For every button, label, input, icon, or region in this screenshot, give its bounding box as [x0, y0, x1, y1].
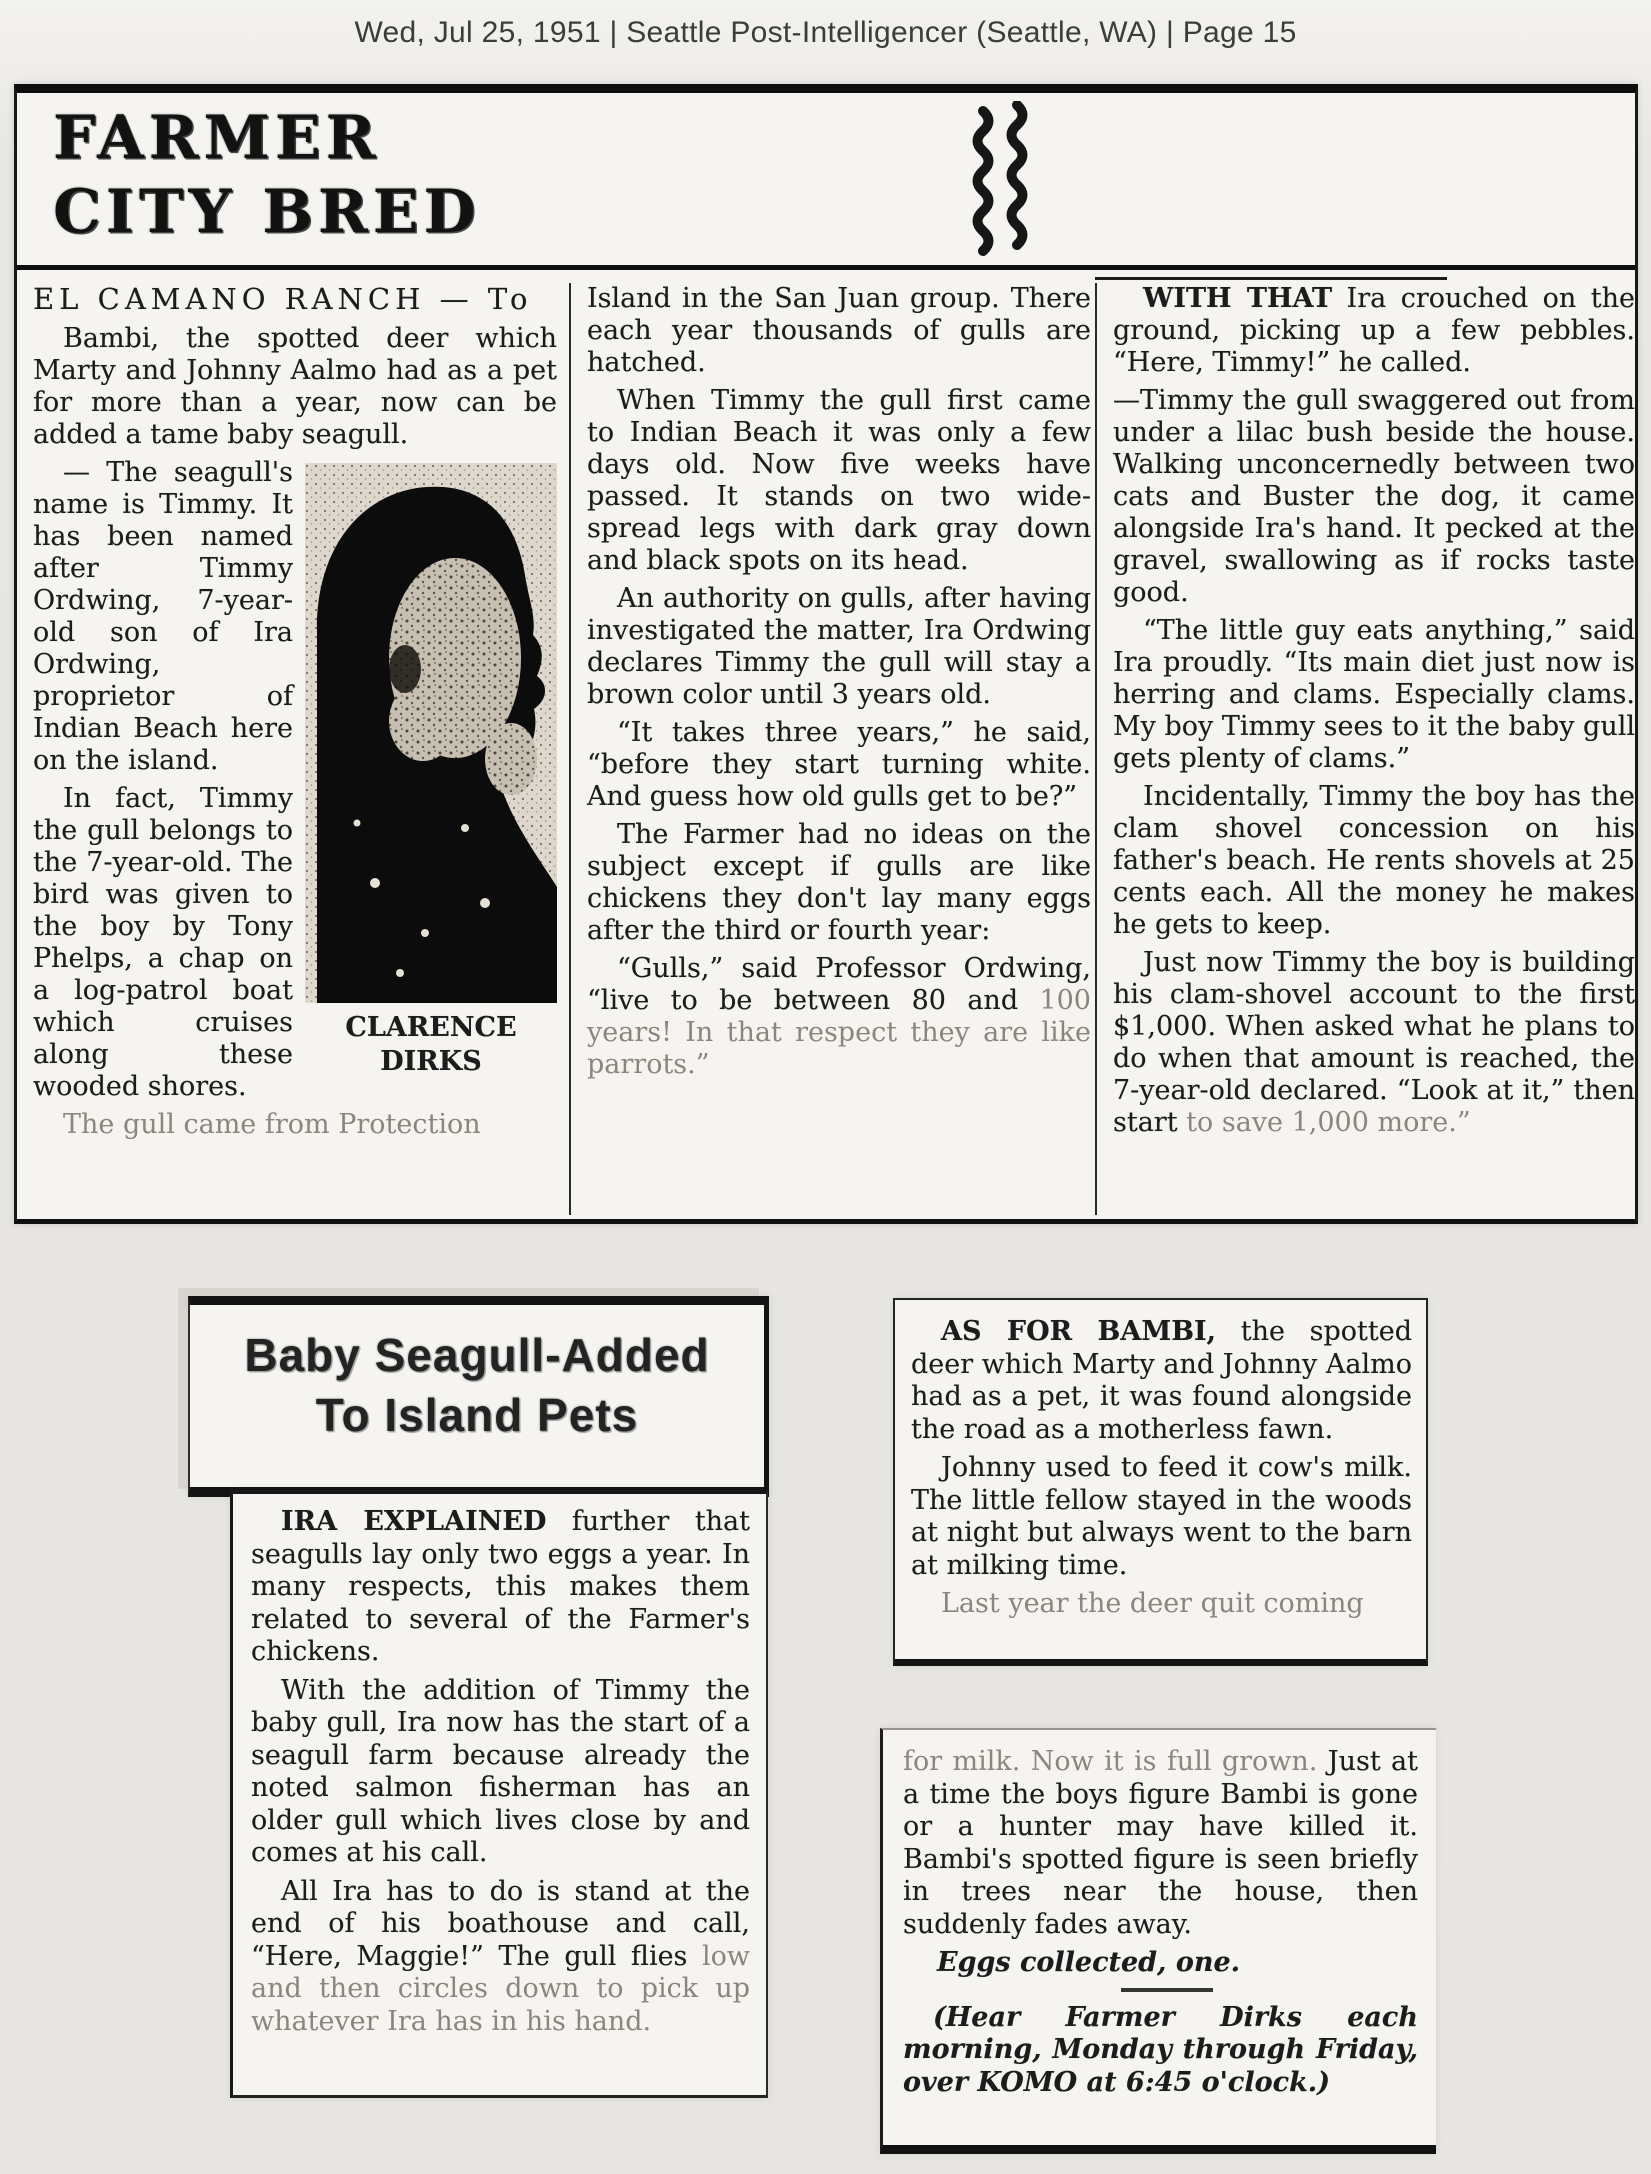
text-segment: Seattle Post-Intelligencer — [626, 16, 968, 49]
photo-caption — [305, 1011, 557, 1079]
text-segment: IRA EXPLAINED — [281, 1506, 547, 1537]
paragraph — [33, 323, 557, 451]
article-column-1 — [33, 283, 557, 1215]
paragraph — [587, 283, 1091, 379]
headline-line-1: FARMER — [53, 103, 381, 173]
text-segment: The Farmer had no ideas on the subject except if gulls are like chickens they don't lay many eggs after the third or fourth year: — [587, 819, 1091, 946]
continuation-clipping — [880, 1728, 1436, 2154]
headline-line-2: CITY BRED — [53, 177, 481, 247]
paragraph — [903, 1746, 1418, 1941]
paragraph — [251, 1876, 750, 2039]
text-segment: Just at a time the boys figure Bambi is gone or a hunter may have killed it. Bambi's spotted figure is seen briefly in trees near the house, then suddenly fades away. — [903, 1746, 1418, 1940]
paragraph — [1113, 615, 1635, 775]
text-segment: An authority on gulls, after having investigated the matter, Ira Ordwing declares Timmy the gull will stay a brown color until 3 years old. — [587, 583, 1091, 710]
article-column-2 — [569, 283, 1091, 1215]
paragraph — [251, 1675, 750, 1870]
secondary-headline-line-1: Baby Seagull-Added — [244, 1329, 710, 1381]
text-segment: to save 1,000 more.” — [1186, 1107, 1471, 1138]
paragraph — [587, 385, 1091, 577]
text-segment: All Ira has to do is stand at the end of his boathouse and call, “Here, Maggie!” The gull flies — [251, 1875, 750, 1972]
text-segment: Page 15 — [1182, 16, 1297, 49]
paragraph — [33, 1109, 557, 1141]
text-segment: low and then circles down to pick up whatever Ira has in his hand. — [251, 1940, 750, 2037]
paragraph — [1113, 283, 1635, 379]
text-segment: — The seagull's name is Timmy. It has been named after Timmy Ordwing, 7-year-old son of Ira Ordwing, proprietor of Indian Beach here on the island. — [33, 457, 293, 776]
text-segment: (Seattle, WA) — [967, 16, 1158, 49]
squiggle-decoration-icon — [945, 101, 1065, 261]
small-divider-rule — [1121, 1988, 1213, 1992]
paragraph — [1113, 947, 1635, 1139]
text-segment: The gull came from Protection — [63, 1109, 481, 1140]
text-segment: for milk. Now it is full grown. — [903, 1746, 1318, 1777]
newspaper-scan-header — [0, 16, 1651, 50]
text-segment: Bambi, the spotted deer which Marty and Johnny Aalmo had as a pet for more than a year, now can be added a tame baby seagull. — [33, 323, 557, 450]
text-segment: In fact, Timmy the gull belongs to the 7-year-old. The bird was given to the boy by Tony Phelps, a chap on a log-patrol boat which cruises along these wooded shores. — [33, 783, 293, 1102]
text-segment: When Timmy the gull first came to Indian Beach it was only a few days old. Now five weeks have passed. It stands on two wide-spread legs with dark gray down and black spots on its head. — [587, 385, 1091, 576]
text-segment: Incidentally, Timmy the boy has the clam shovel concession on his father's beach. He rents shovels at 25 cents each. All the money he makes he gets to keep. — [1113, 781, 1635, 940]
text-segment: Eggs collected, one. — [937, 1947, 1241, 1978]
secondary-headline — [190, 1305, 764, 1445]
paragraph — [587, 819, 1091, 947]
text-segment: “It takes three years,” he said, “before they start turning white. And guess how old gulls get to be?” — [587, 717, 1091, 812]
text-segment: the spotted deer which Marty and Johnny Aalmo had as a pet, it was found alongside the road as a motherless fawn. — [911, 1316, 1412, 1445]
main-clipping-border — [14, 84, 1638, 1224]
paragraph — [1113, 385, 1635, 609]
secondary-headline-line-2: To Island Pets — [315, 1389, 639, 1441]
paragraph — [587, 717, 1091, 813]
clarence-dirks-portrait-photo — [305, 463, 557, 1003]
article-column-3 — [1095, 283, 1635, 1215]
text-segment: EL CAMANO RANCH — To — [33, 283, 533, 316]
text-segment: | — [1157, 16, 1183, 49]
text-segment: Johnny used to feed it cow's milk. The little fellow stayed in the woods at night but always went to the barn at milking time. — [911, 1452, 1412, 1581]
paragraph-lead — [33, 283, 557, 317]
text-segment: Last year the deer quit coming — [941, 1588, 1364, 1619]
text-segment: “Gulls,” said Professor Ordwing, “live to be between 80 and — [587, 953, 1091, 1016]
text-segment: —Timmy the gull swaggered out from under a lilac bush beside the house. Walking unconcernedly between two cats and Buster the dog, it came alongside Ira's hand. It pecked at the gravel, swallowing as if rocks taste good. — [1113, 385, 1635, 608]
masthead — [17, 93, 1635, 270]
ira-explained-clipping — [230, 1490, 768, 2098]
radio-note-paragraph — [903, 2002, 1418, 2100]
text-segment: AS FOR BAMBI, — [941, 1316, 1217, 1347]
paragraph — [911, 1452, 1412, 1582]
paragraph — [911, 1588, 1412, 1621]
photo-caption-line-1: CLARENCE — [345, 1012, 517, 1043]
headline-clipping — [188, 1296, 769, 1497]
text-segment: WITH THAT — [1143, 283, 1333, 314]
photo-caption-line-2: DIRKS — [380, 1046, 482, 1077]
text-segment: Island in the San Juan group. There each year thousands of gulls are hatched. — [587, 283, 1091, 378]
column3-top-rule — [1095, 277, 1447, 280]
portrait-photo-block — [305, 463, 557, 1079]
text-segment: Wed, Jul 25, 1951 — [354, 16, 601, 49]
main-clipping-paper — [14, 84, 1638, 1224]
as-for-bambi-clipping — [893, 1298, 1428, 1666]
paragraph — [911, 1316, 1412, 1446]
article-headline — [53, 101, 481, 249]
text-segment: (Hear Farmer Dirks each morning, Monday through Friday, over KOMO at 6:45 o'clock.) — [903, 2001, 1418, 2098]
paragraph — [1113, 781, 1635, 941]
text-segment: further that seagulls lay only two eggs a year. In many respects, this makes them related to several of the Farmer's chickens. — [251, 1506, 751, 1667]
paragraph — [587, 953, 1091, 1081]
paragraph — [251, 1506, 750, 1669]
text-segment: | — [600, 16, 627, 49]
paragraph — [587, 583, 1091, 711]
text-segment: Just now Timmy the boy is building his clam-shovel account to the first $1,000. When asked what he plans to do when that amount is reached, the 7-year-old declared. “Look at it,” then start — [1113, 947, 1635, 1138]
text-segment: Ira crouched on the ground, picking up a few pebbles. “Here, Timmy!” he called. — [1113, 283, 1635, 378]
paragraph — [903, 1947, 1418, 1980]
text-segment: 100 years! In that respect they are like parrots.” — [587, 985, 1091, 1080]
text-segment: “The little guy eats anything,” said Ira proudly. “Its main diet just now is herring and clams. Especially clams. My boy Timmy sees to it the baby gull gets plenty of clams.” — [1113, 615, 1635, 774]
text-segment: With the addition of Timmy the baby gull, Ira now has the start of a seagull farm because already the noted salmon fisherman has an older gull which lives close by and comes at his call. — [251, 1674, 750, 1868]
